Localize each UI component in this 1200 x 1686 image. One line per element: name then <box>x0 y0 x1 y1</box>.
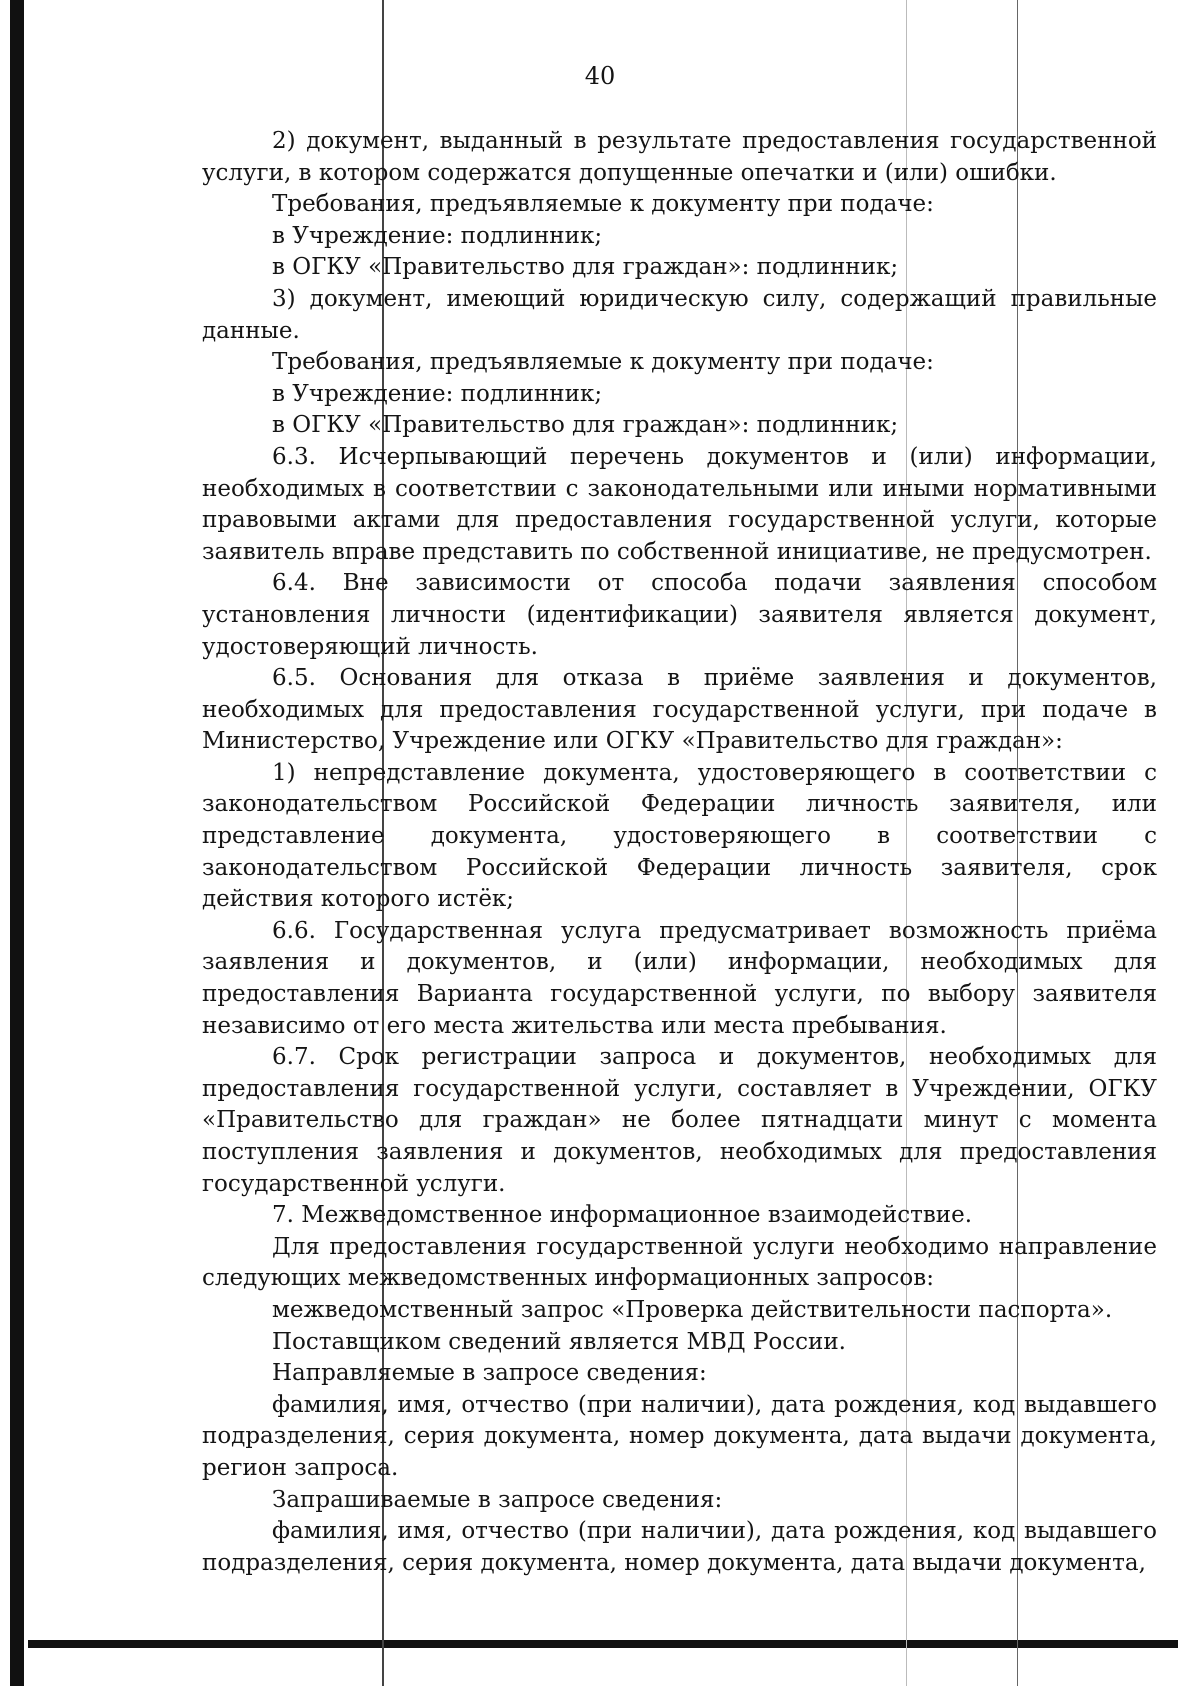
paragraph: 6.7. Срок регистрации запроса и документов, необходимых для предоставления государственной услуги, составляет в Учреждении, ОГКУ «Правительство для граждан» не более пятнадцати минут с момента поступления заявления и документов, необходимых для предоставления государственной услуги. <box>202 1044 1157 1197</box>
paragraph: 3) документ, имеющий юридическую силу, содержащий правильные данные. <box>202 285 1157 344</box>
scan-edge-left <box>10 0 24 1686</box>
paragraph: 6.3. Исчерпывающий перечень документов и (или) информации, необходимых в соответствии с законодательными или иными нормативными правовыми актами для предоставления государственной услуги, которые заявитель вправе представить по собственной инициативе, не предусмотрен. <box>202 443 1157 565</box>
paragraph: в ОГКУ «Правительство для граждан»: подлинник; <box>272 412 899 439</box>
paragraph: Поставщиком сведений является МВД России. <box>272 1328 846 1355</box>
paragraph: фамилия, имя, отчество (при наличии), дата рождения, код выдавшего подразделения, серия документа, номер документа, дата выдачи документа, <box>202 1518 1157 1576</box>
paragraph: 6.6. Государственная услуга предусматривает возможность приёма заявления и документов, и (или) информации, необходимых для предоставления Варианта государственной услуги, по выбору заявителя независимо от его места жительства или места пребывания. <box>202 917 1157 1039</box>
paragraph: Требования, предъявляемые к документу при подаче: <box>272 191 934 218</box>
paragraph: в Учреждение: подлинник; <box>272 380 603 407</box>
paragraph: межведомственный запрос «Проверка действительности паспорта». <box>272 1296 1113 1323</box>
document-body <box>202 126 1157 1579</box>
paragraph: Требования, предъявляемые к документу при подаче: <box>272 349 934 376</box>
paragraph: в Учреждение: подлинник; <box>272 222 603 249</box>
paragraph: фамилия, имя, отчество (при наличии), дата рождения, код выдавшего подразделения, серия документа, номер документа, дата выдачи документа, регион запроса. <box>202 1391 1157 1481</box>
paragraph: Запрашиваемые в запросе сведения: <box>272 1486 723 1513</box>
paragraph: 7. Межведомственное информационное взаимодействие. <box>272 1202 973 1229</box>
page-number: 40 <box>584 62 616 90</box>
paragraph: Для предоставления государственной услуги необходимо направление следующих межведомственных информационных запросов: <box>202 1233 1157 1292</box>
paragraph: 6.4. Вне зависимости от способа подачи заявления способом установления личности (идентификации) заявителя является документ, удостоверяющий личность. <box>202 570 1157 660</box>
paragraph: 1) непредставление документа, удостоверяющего в соответствии с законодательством Российской Федерации личность заявителя, или представление документа, удостоверяющего в соответствии с законодательством Российской Федерации личность заявителя, срок действия которого истёк; <box>202 759 1157 913</box>
paragraph: 2) документ, выданный в результате предоставления государственной услуги, в котором содержатся допущенные опечатки и (или) ошибки. <box>202 128 1157 186</box>
paragraph: в ОГКУ «Правительство для граждан»: подлинник; <box>272 254 899 281</box>
paragraph: Направляемые в запросе сведения: <box>272 1360 707 1387</box>
scan-edge-bottom <box>28 1640 1178 1648</box>
paragraph: 6.5. Основания для отказа в приёме заявления и документов, необходимых для предоставления государственной услуги, при подаче в Министерство, Учреждение или ОГКУ «Правительство для граждан»: <box>202 665 1157 755</box>
